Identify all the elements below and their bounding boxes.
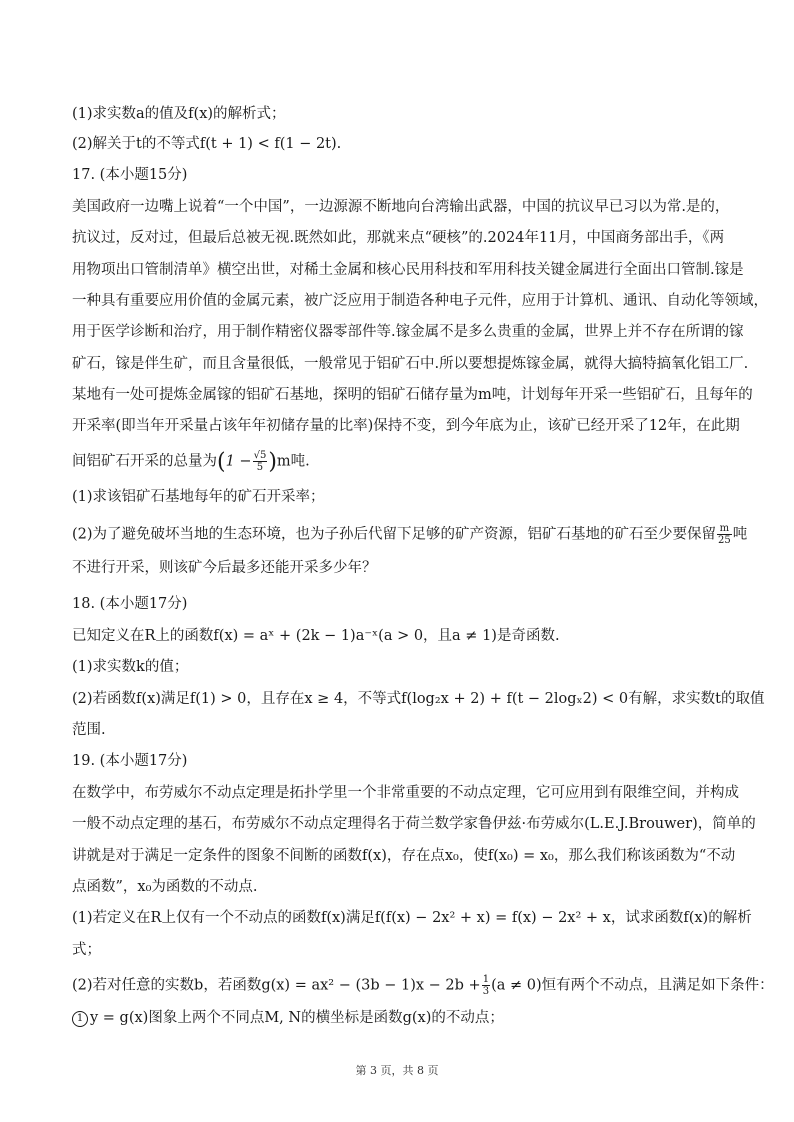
- q17-line9-suffix: m吨.: [276, 453, 310, 470]
- circled-number-marker: 1: [72, 1011, 88, 1027]
- q17-part2-fraction: $\frac{m}{25}$: [718, 523, 731, 546]
- q18-part2-line2: 范围.: [72, 722, 106, 738]
- q17-body-line-3: 用物项出口管制清单》横空出世，对稀土金属和核心民用科技和军用科技关键金属进行全面出口管制.镓是: [72, 262, 744, 278]
- q17-body-line-2: 抗议过，反对过，但最后总被无视.既然如此，那就来点“硬核”的.2024年11月，中国商务部出手，《两: [72, 230, 725, 246]
- q17-body-line-4: 一种具有重要应用价值的金属元素，被广泛应用于制造各种电子元件，应用于计算机、通讯、自动化等领域，: [72, 293, 768, 309]
- q18-part1: (1)求实数k的值；: [72, 659, 189, 675]
- q17-body-line-9: 间铝矿石开采的总量为(1 − $\frac{√5}{5}$ )m吨.: [72, 449, 310, 475]
- q19-body-line-1: 在数学中，布劳威尔不动点定理是拓扑学里一个非常重要的不动点定理，它可应用到有限维空间，并构成: [72, 785, 739, 801]
- q18-header: 18. (本小题17分): [72, 596, 188, 612]
- page-footer: 第 3 页，共 8 页: [355, 1064, 439, 1077]
- q19-part2-suffix: (a ≠ 0)恒有两个不动点，且满足如下条件：: [491, 977, 774, 994]
- q17-body-line-8: 开采率(即当年开采量占该年年初储存量的比率)保持不变，到今年底为止，该矿已经开采了12年，在此期: [72, 418, 740, 434]
- q19-part2-prefix: (2)若对任意的实数b，若函数g(x) = ax² − (3b − 1)x − 2b +: [72, 977, 481, 994]
- q19-part2-fraction: $\frac{1}{3}$: [482, 974, 490, 997]
- q17-part2-prefix: (2)为了避免破坏当地的生态环境，也为子孙后代留下足够的矿产资源，铝矿石基地的矿石至少要保留: [72, 526, 717, 543]
- q17-part2: [72, 523, 748, 546]
- q19-part1-line2: 式；: [72, 942, 101, 958]
- q19-condition-1-text: y = g(x)图象上两个不同点M, N的横坐标是函数g(x)的不动点；: [90, 1010, 504, 1026]
- q17-body-line-6: 矿石，镓是伴生矿，而且含量很低，一般常见于铝矿石中.所以要想提炼镓金属，就得大搞特搞氧化铝工厂.: [72, 356, 749, 372]
- q17-part2-suffix: 吨: [732, 526, 748, 543]
- q17-part2-line2: 不进行开采，则该矿今后最多还能开采多少年？: [72, 560, 377, 576]
- q17-part1: (1)求该铝矿石基地每年的矿石开采率；: [72, 489, 325, 505]
- q16-part2: (2)解关于t的不等式f(t + 1) < f(1 − 2t).: [72, 136, 342, 152]
- q17-header: 17. (本小题15分): [72, 167, 188, 183]
- q19-body-line-4: 点函数”，x₀为函数的不动点.: [72, 879, 258, 895]
- q17-expr-left: 1 −: [225, 453, 252, 470]
- q16-part1: (1)求实数a的值及f(x)的解析式；: [72, 106, 286, 122]
- q19-body-line-3: 讲就是对于满足一定条件的图象不间断的函数f(x)，存在点x₀，使f(x₀) = x₀，那么我们称该函数为“不动: [72, 848, 736, 864]
- q19-part1: (1)若定义在R上仅有一个不动点的函数f(x)满足f(f(x) − 2x² + x) = f(x) − 2x² + x，试求函数f(x)的解析: [72, 910, 752, 926]
- q17-body-line-5: 用于医学诊断和治疗，用于制作精密仪器零部件等.镓金属不是多么贵重的金属，世界上并不存在所谓的镓: [72, 324, 744, 340]
- q17-fraction: $\frac{√5}{5}$: [253, 450, 267, 473]
- q18-part2: (2)若函数f(x)满足f(1) > 0，且存在x ≥ 4，不等式f(log₂x + 2) + f(t − 2logₓ2) < 0有解，求实数t的取值: [72, 691, 765, 707]
- q17-line9-prefix: 间铝矿石开采的总量为: [72, 453, 217, 470]
- q19-header: 19. (本小题17分): [72, 753, 188, 769]
- q17-body-line-7: 某地有一处可提炼金属镓的铝矿石基地，探明的铝矿石储存量为m吨，计划每年开采一些铝矿石，且每年的: [72, 387, 753, 403]
- q19-body-line-2: 一般不动点定理的基石，布劳威尔不动点定理得名于荷兰数学家鲁伊兹·布劳威尔(L.E.J.Brouwer)，简单的: [72, 816, 756, 832]
- q18-stem: 已知定义在R上的函数f(x) = aˣ + (2k − 1)a⁻ˣ(a > 0，且a ≠ 1)是奇函数.: [72, 628, 560, 644]
- q17-body-line-1: 美国政府一边嘴上说着“一个中国”，一边源源不断地向台湾输出武器，中国的抗议早已习以为常.是的，: [72, 199, 730, 215]
- q19-condition-1: [72, 1008, 732, 1028]
- q19-part2: [72, 974, 774, 997]
